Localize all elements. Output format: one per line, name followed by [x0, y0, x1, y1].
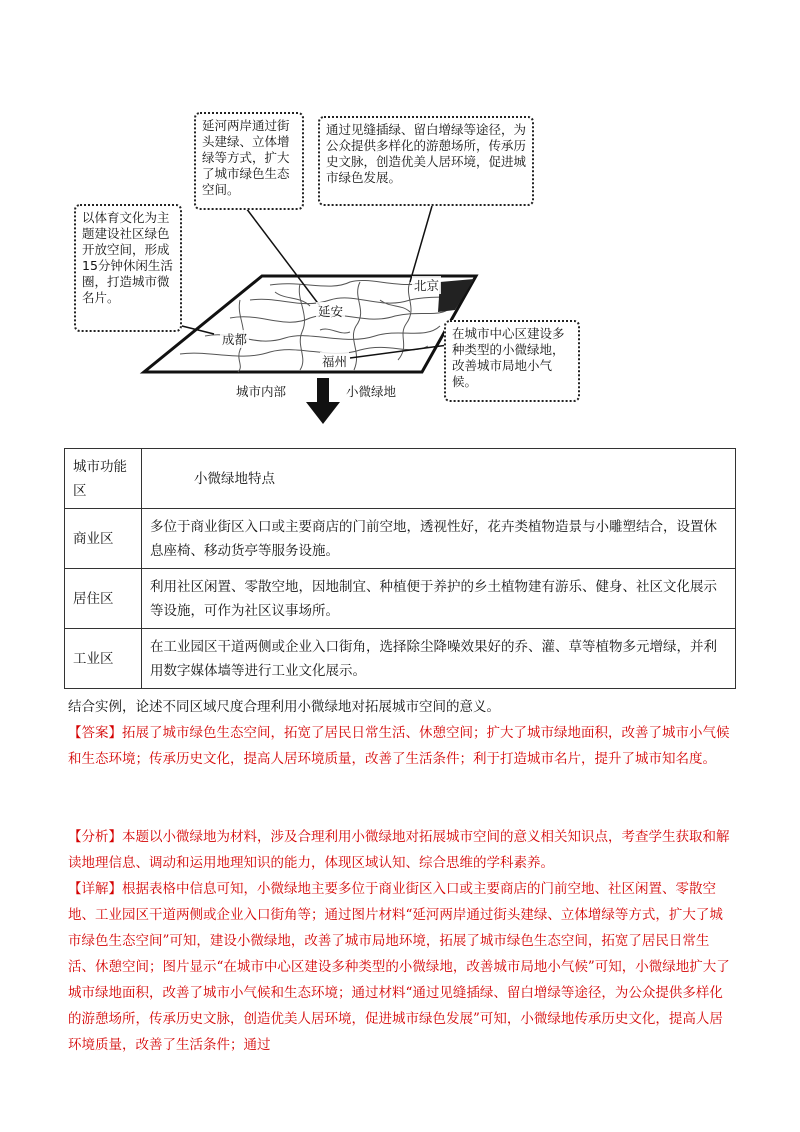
callout-chengdu-text: 以体育文化为主题建设社区绿色开放空间，形成15分钟休闲生活圈，打造城市微名片。 [82, 210, 173, 305]
table-header-cell: 城市功能区 [65, 449, 142, 509]
table-row [65, 629, 736, 689]
detail-tag: 【详解】 [68, 881, 122, 897]
callout-fuzhou [444, 320, 580, 402]
callout-beijing-text: 通过见缝插绿、留白增绿等途径，为公众提供多样化的游憩场所，传承历史文脉，创造优美人居环境，促进城市绿色发展。 [326, 122, 527, 185]
table-header-cell: 小微绿地特点 [142, 449, 736, 509]
caption-city-interior: 城市内部 [236, 384, 287, 399]
analysis-tag: 【分析】 [68, 829, 122, 845]
question-text: 结合实例，论述不同区域尺度合理利用小微绿地对拓展城市空间的意义。 [68, 699, 500, 715]
caption-small-green: 小微绿地 [346, 384, 397, 399]
callout-yanan-text: 延河两岸通过街头建绿、立体增绿等方式，扩大了城市绿色生态空间。 [202, 118, 290, 197]
detail-text: 根据表格中信息可知，小微绿地主要多位于商业街区入口或主要商店的门前空地、社区闲置、零散空地、工业园区干道两侧或企业入口街角等；通过图片材料“延河两岸通过街头建绿、立体增绿等方式，扩大了城市绿色生态空间”可知，建设小微绿地，改善了城市局地环境，拓展了城市绿色生态空间，拓宽了居民日常生活、休憩空间；图片显示“在城市中心区建设多种类型的小微绿地，改善城市局地小气候”可知，小微绿地扩大了城市绿地面积，改善了城市小气候和生态环境；通过材料“通过见缝插绿、留白增绿等途径，为公众提供多样化的游憩场所，传承历史文脉，创造优美人居环境，促进城市绿色发展”可知，小微绿地传承历史文化，提高人居环境质量，改善了生活条件；通过 [68, 881, 730, 1053]
answer-text: 拓展了城市绿色生态空间，拓宽了居民日常生活、休憩空间；扩大了城市绿地面积，改善了城市小气候和生态环境；传承历史文化，提高人居环境质量，改善了生活条件；利于打造城市名片，提升了城市知名度。 [68, 725, 730, 767]
table-row [65, 509, 736, 569]
table-row [65, 569, 736, 629]
city-label-yanan: 延安 [318, 304, 344, 319]
table-cell-desc: 利用社区闲置、零散空地，因地制宜、种植便于养护的乡土植物建有游乐、健身、社区文化展示等设施，可作为社区议事场所。 [142, 569, 736, 629]
table-cell-zone: 商业区 [65, 509, 142, 569]
callout-yanan [194, 112, 304, 210]
answer-tag: 【答案】 [68, 725, 122, 741]
callout-fuzhou-text: 在城市中心区建设多种类型的小微绿地，改善城市局地小气候。 [452, 326, 565, 389]
detail-block [68, 876, 736, 1058]
features-table [64, 448, 736, 689]
answer-block [68, 720, 736, 772]
callout-beijing [318, 116, 534, 206]
table-header-row [65, 449, 736, 509]
table-cell-desc: 在工业园区干道两侧或企业入口街角，选择除尘降噪效果好的乔、灌、草等植物多元增绿，并利用数字媒体墙等进行工业文化展示。 [142, 629, 736, 689]
analysis-text: 本题以小微绿地为材料，涉及合理利用小微绿地对拓展城市空间的意义相关知识点，考查学生获取和解读地理信息、调动和运用地理知识的能力，体现区域认知、综合思维的学科素养。 [68, 829, 730, 871]
callout-chengdu [74, 204, 182, 332]
city-label-chengdu: 成都 [222, 332, 248, 347]
city-label-fuzhou: 福州 [322, 354, 348, 369]
table-cell-zone: 居住区 [65, 569, 142, 629]
analysis-block [68, 824, 736, 876]
map-figure [0, 0, 800, 440]
table-cell-desc: 多位于商业街区入口或主要商店的门前空地，透视性好，花卉类植物造景与小雕塑结合，设置休息座椅、移动货亭等服务设施。 [142, 509, 736, 569]
table-cell-zone: 工业区 [65, 629, 142, 689]
city-label-beijing: 北京 [414, 278, 440, 293]
